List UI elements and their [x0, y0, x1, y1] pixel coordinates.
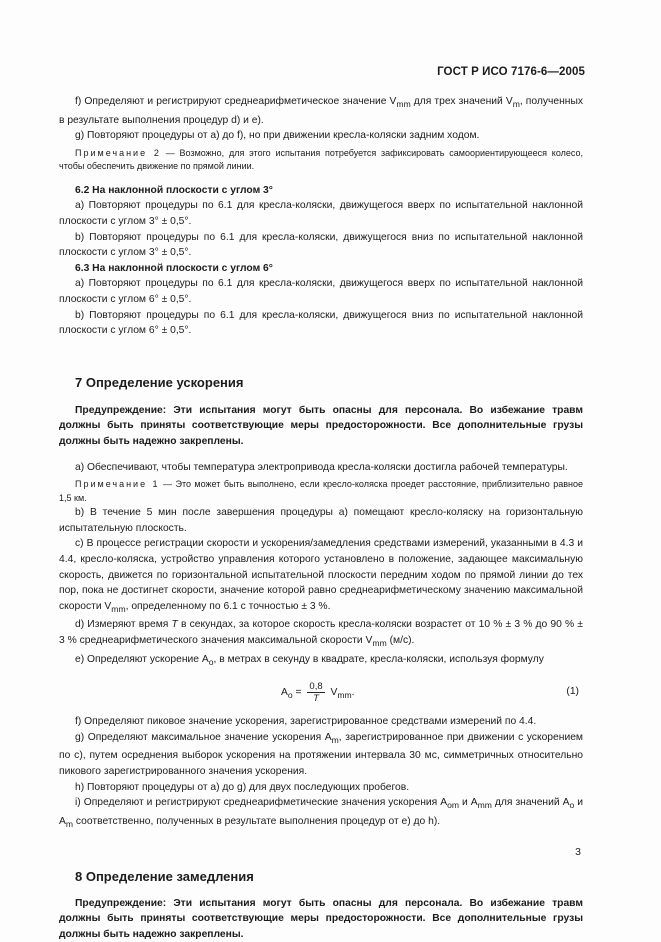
section-7-title: 7 Определение ускорения — [75, 374, 244, 390]
para-7-a: a) Обеспечивают, чтобы температура электропривода кресла-коляски достигла рабочей температуры. — [75, 461, 568, 473]
note-2-label: Примечание 2 — [75, 147, 161, 158]
formula-1 — [59, 674, 583, 714]
page-number: 3 — [575, 846, 581, 858]
para-7-c: c) В процессе регистрации скорости и ускорения/замедления средствами измерений, указанными в 4.3 и 4.4, кресло-коляска, устройство управления которого установлено в положение, задающее максимальную скорость, движется по горизонтальной испытательной плоскости передним ходом по прямой линии до тех пор, пока не достигнет скорости, значение которой равно среднеарифметическому значению максимальной скорости $V_{mm}$, определенному по 6.1 с точностью ± 3 %. — [59, 538, 583, 614]
section-6-2-title: 6.2 На наклонной плоскости с углом 3° — [75, 184, 273, 196]
para-7-i: i) Определяют и регистрируют среднеарифметические значения ускорения $A_{om}$ и $A_{mm}$ для значений $A_o$ и $A_m$ соответственно, полученных в результате выполнения процедур от e) до h). — [59, 797, 583, 829]
para-7-g: g) Определяют максимальное значение ускорения $A_m$, зарегистрированное при движении с ускорением по с), путем осреднения выборок ускорения на протяжении интервала 30 мс, симметричных относительно пикового зарегистрированного значения ускорения. — [59, 731, 583, 778]
note-1-text: — Это может быть выполнено, если кресло-коляска проедет расстояние, приблизительно равное 1,5 км. — [59, 479, 583, 503]
para-7-f: f) Определяют пиковое значение ускорения, зарегистрированное средствами измерений по 4.4. — [75, 716, 537, 728]
para-6-3-b: b) Повторяют процедуры по 6.1 для кресла-коляски, движущегося вниз по испытательной наклонной плоскости с углом 6° ± 0,5°. — [59, 309, 583, 337]
para-7-b: b) В течение 5 мин после завершения процедуры a) помещают кресло-коляску на горизонтальную испытательную плоскость. — [59, 507, 583, 534]
formula-rhs: $V_{mm}$. — [330, 687, 355, 701]
section-6-3-title: 6.3 На наклонной плоскости с углом 6° — [75, 262, 273, 274]
para-7-h: h) Повторяют процедуры от a) до g) для двух последующих пробегов. — [75, 781, 410, 793]
formula-fraction — [307, 681, 324, 704]
note-1 — [59, 478, 583, 505]
warning-section-8: Предупреждение: Эти испытания могут быть опасны для персонала. Во избежание травм должны быть приняты соответствующие меры предосторожности. Все дополнительные грузы должны быть надежно закреплены. — [59, 897, 583, 940]
para-6-3-a: a) Повторяют процедуры по 6.1 для кресла-коляски, движущегося вверх по испытательной наклонной плоскости с углом 6° ± 0,5°. — [59, 278, 583, 305]
para-7-e: e) Определяют ускорение $A_o$, в метрах в секунду в квадрате, кресла-коляски, используя формулу — [75, 653, 544, 667]
para-6-1-f: f) Определяют и регистрируют среднеарифметическое значение $V_{mm}$ для трех значений $V_m$, полученных в результате выполнения процедур d) и e). — [59, 96, 584, 126]
formula-denominator: T — [313, 693, 319, 705]
formula-numerator: 0,8 — [309, 681, 323, 693]
para-6-1-g: g) Повторяют процедуры от a) до f), но при движении кресла-коляски задним ходом. — [75, 130, 480, 142]
standard-header: ГОСТ Р ИСО 7176-6—2005 — [437, 66, 585, 78]
para-7-d: d) Измеряют время T в секундах, за которое скорость кресла-коляски возрастет от 10 % ± 3 % до 90 % ± 3 % среднеарифметического значения максимальной скорости $V_{mm}$ (м/с). — [59, 619, 583, 648]
formula-lhs: $A_o$ = — [281, 687, 302, 701]
note-2 — [59, 147, 583, 174]
note-2-text: — Возможно, для этого испытания потребуется зафиксировать самоориентирующееся колесо, чтобы обеспечить движение по прямой линии. — [59, 147, 583, 172]
warning-section-7: Предупреждение: Эти испытания могут быть опасны для персонала. Во избежание травм должны быть приняты соответствующие меры предосторожности. Все дополнительные грузы должны быть надежно закреплены. — [59, 404, 583, 447]
para-6-2-b: b) Повторяют процедуры по 6.1 для кресла-коляски, движущегося вниз по испытательной наклонной плоскости с углом 3° ± 0,5°. — [59, 231, 583, 259]
page-content — [59, 94, 583, 942]
formula-number: (1) — [566, 686, 579, 698]
note-1-label: Примечание 1 — [75, 479, 160, 490]
para-6-2-a: a) Повторяют процедуры по 6.1 для кресла-коляски, движущегося вверх по испытательной наклонной плоскости с углом 3° ± 0,5°. — [59, 200, 583, 228]
section-8-title: 8 Определение замедления — [75, 868, 254, 884]
